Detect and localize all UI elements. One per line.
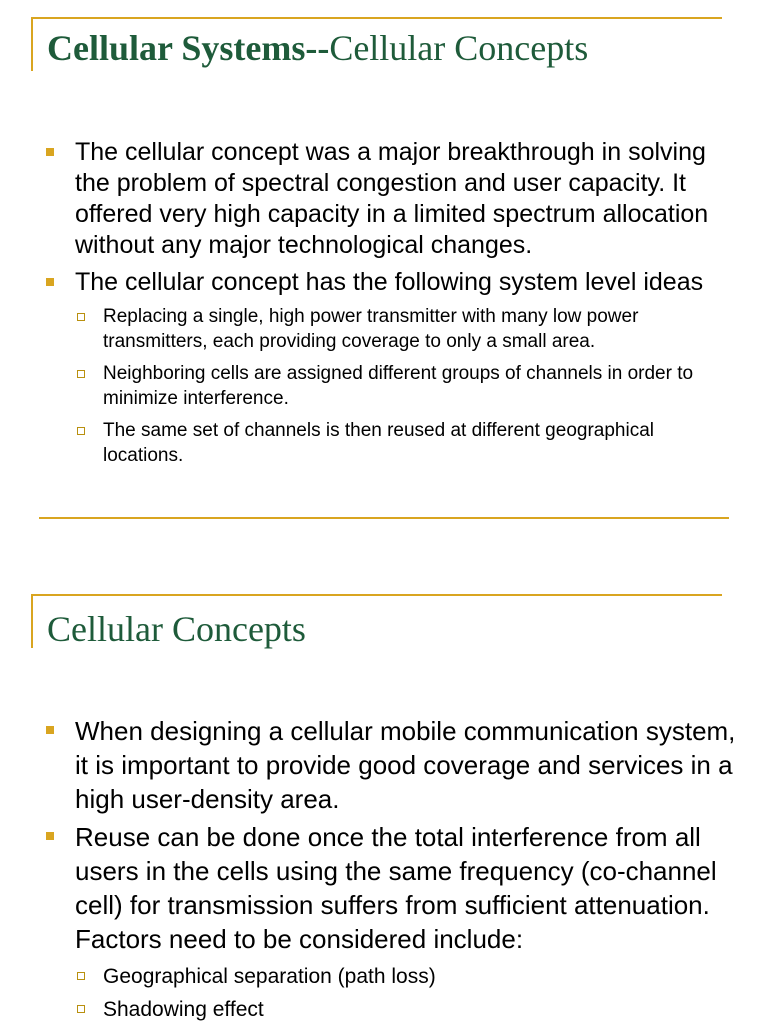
bullet-item xyxy=(46,714,736,816)
square-bullet-icon xyxy=(46,278,54,286)
hollow-square-bullet-icon xyxy=(77,427,85,435)
sub-bullet-text: Shadowing effect xyxy=(103,998,264,1021)
bullet-item xyxy=(46,820,736,956)
slide-title: Cellular Concepts xyxy=(47,609,306,649)
hollow-square-bullet-icon xyxy=(77,972,85,980)
sub-bullet-item xyxy=(46,361,736,411)
sub-bullet-text: Neighboring cells are assigned different groups of channels in order to minimize interference. xyxy=(103,363,694,409)
hollow-square-bullet-icon xyxy=(77,370,85,378)
slide-2 xyxy=(0,580,768,1024)
title-frame-left-rule xyxy=(31,594,33,648)
slide-title-rest: Cellular Concepts xyxy=(329,28,589,68)
slide-bottom-rule xyxy=(39,517,729,519)
sub-bullet-text: The same set of channels is then reused at different geographical locations. xyxy=(103,420,654,466)
slide-title xyxy=(47,30,588,66)
bullet-text: Reuse can be done once the total interference from all users in the cells using the same frequency (co-channel cell) for transmission suffers from sufficient attenuation. Factors need to be considered include: xyxy=(75,822,717,954)
sub-bullet-item xyxy=(46,960,736,993)
slide-body xyxy=(46,714,736,1026)
sub-bullet-item xyxy=(46,993,736,1026)
sub-bullet-text: Replacing a single, high power transmitter with many low power transmitters, each providing coverage to only a small area. xyxy=(103,306,639,352)
sub-bullet-text: Geographical separation (path loss) xyxy=(103,965,436,988)
bullet-text: When designing a cellular mobile communication system, it is important to provide good coverage and services in a high user-density area. xyxy=(75,716,736,814)
hollow-square-bullet-icon xyxy=(77,1005,85,1013)
title-frame-top-rule xyxy=(31,594,722,596)
sub-bullet-item xyxy=(46,304,736,354)
bullet-text: The cellular concept was a major breakthrough in solving the problem of spectral congestion and user capacity. It offered very high capacity in a limited spectrum allocation without any major technological changes. xyxy=(75,138,709,259)
square-bullet-icon xyxy=(46,832,54,840)
hollow-square-bullet-icon xyxy=(77,313,85,321)
title-frame-top-rule xyxy=(31,17,722,19)
slide-body xyxy=(46,137,736,475)
title-frame-left-rule xyxy=(31,17,33,71)
slide-title-bold: Cellular Systems-- xyxy=(47,28,330,68)
bullet-text: The cellular concept has the following system level ideas xyxy=(75,268,704,296)
square-bullet-icon xyxy=(46,148,54,156)
square-bullet-icon xyxy=(46,726,54,734)
sub-bullet-item xyxy=(46,418,736,468)
bullet-item xyxy=(46,137,736,261)
bullet-item xyxy=(46,267,736,298)
